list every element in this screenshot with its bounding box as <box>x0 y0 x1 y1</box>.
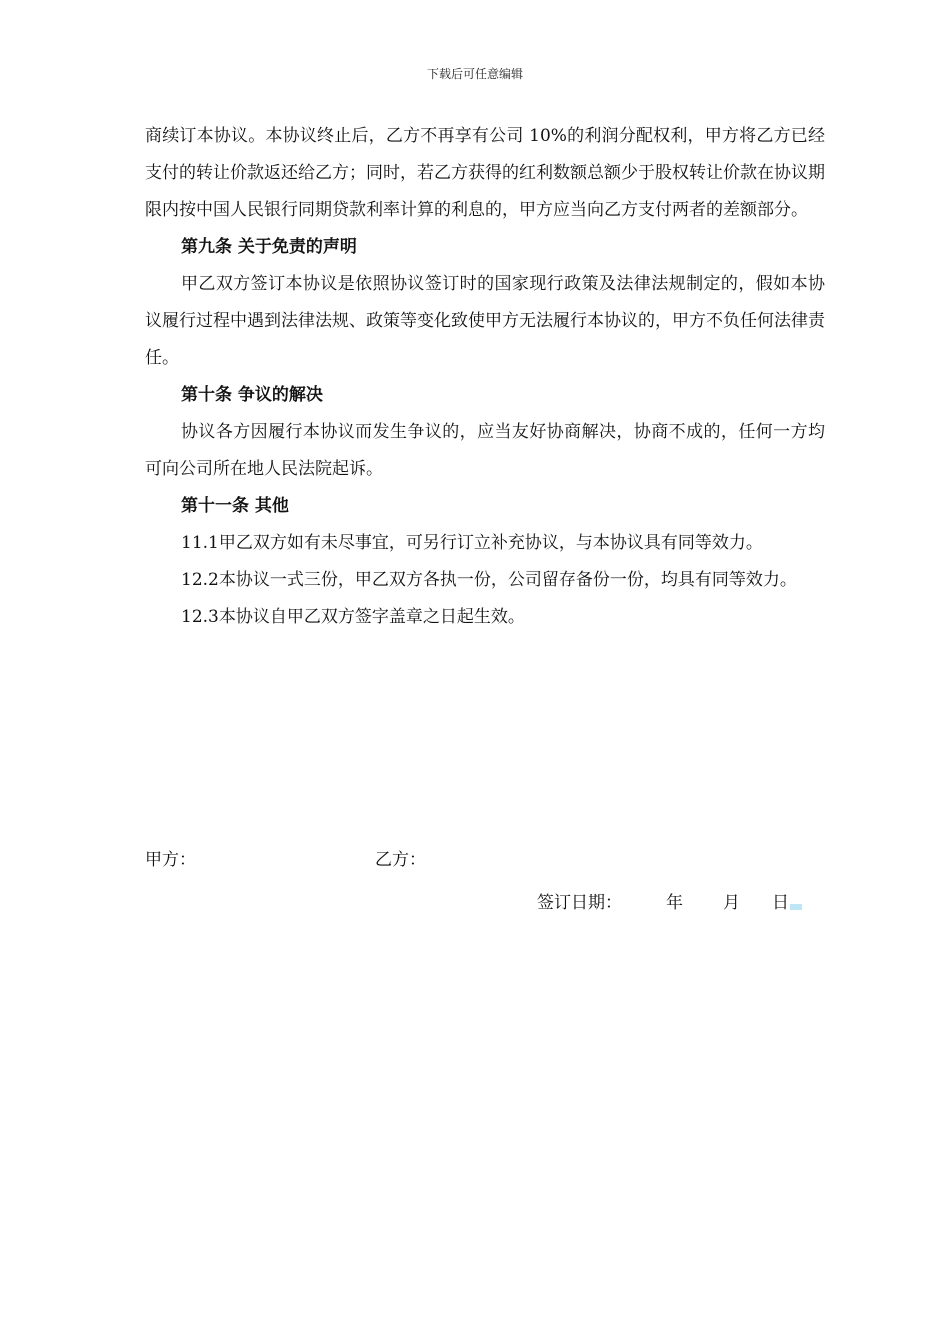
article-9-heading: 第九条 关于免责的声明 <box>181 237 357 257</box>
paragraph-continuation: 商续订本协议。本协议终止后，乙方不再享有公司 10%的利润分配权利，甲方将乙方已经支付的转让价款返还给乙方；同时，若乙方获得的红利数额总额少于股权转让价款在协议期限内按中国人民银行同期贷款利率计算的利息的，甲方应当向乙方支付两者的差额部分。 <box>145 126 825 220</box>
signing-date-row <box>537 888 802 913</box>
clause-11-1: 11.1甲乙双方如有未尽事宜，可另行订立补充协议，与本协议具有同等效力。 <box>181 533 763 553</box>
article-9-paragraph: 甲乙双方签订本协议是依照协议签订时的国家现行政策及法律法规制定的，假如本协议履行过程中遇到法律法规、政策等变化致使甲方无法履行本协议的，甲方不负任何法律责任。 <box>145 274 825 368</box>
signing-date-label: 签订日期： <box>537 893 622 913</box>
page-header-note: 下载后可任意编辑 <box>426 67 523 81</box>
date-month-label: 月 <box>723 893 740 913</box>
date-year-label: 年 <box>666 893 683 913</box>
signature-row <box>145 845 825 875</box>
date-day-label: 日 <box>772 893 789 913</box>
party-a-label: 甲方： <box>145 850 196 870</box>
party-b-label: 乙方： <box>375 850 426 870</box>
article-10-paragraph: 协议各方因履行本协议而发生争议的，应当友好协商解决，协商不成的，任何一方均可向公司所在地人民法院起诉。 <box>145 422 825 479</box>
clause-12-3: 12.3本协议自甲乙双方签字盖章之日起生效。 <box>181 607 525 627</box>
article-11-heading: 第十一条 其他 <box>181 496 289 516</box>
document-body <box>145 118 825 636</box>
text-cursor-mark <box>790 904 802 910</box>
clause-12-2: 12.2本协议一式三份，甲乙双方各执一份，公司留存备份一份，均具有同等效力。 <box>181 570 797 590</box>
article-10-heading: 第十条 争议的解决 <box>181 385 323 405</box>
